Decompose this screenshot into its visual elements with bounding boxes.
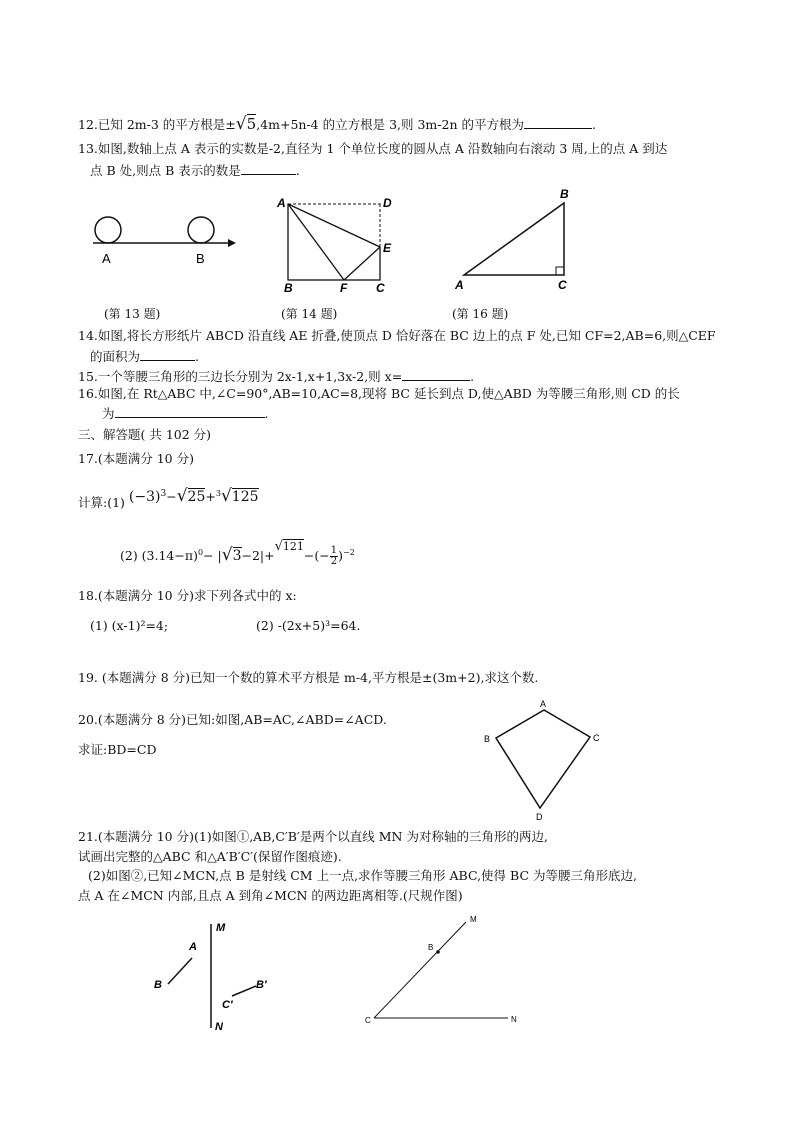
caption-13: (第 13 题) — [104, 307, 161, 321]
label-a: A — [189, 941, 197, 953]
answer-blank[interactable] — [524, 116, 592, 129]
q21-line3: (2)如图②,已知∠MCN,点 B 是射线 CM 上一点,求作等腰三角形 ABC,使得 BC 为等腰三角形底边, — [88, 868, 637, 883]
answer-blank[interactable] — [241, 162, 296, 175]
sqrt-sign: √ — [274, 539, 283, 554]
label-a: A — [540, 699, 547, 709]
label-b: B — [484, 734, 491, 744]
section-title: 三、解答题( 共 102 分) — [78, 427, 212, 442]
caption-16: (第 16 题) — [452, 307, 509, 321]
figure-21-2 — [360, 910, 530, 1028]
q16-line1: 16.如图,在 Rt△ABC 中,∠C=90°,AB=10,AC=8,现将 BC 延长到点 D,使△ABD 为等腰三角形,则 CD 的长 — [78, 386, 680, 401]
figure-16 — [452, 185, 582, 297]
circle-at-b — [188, 217, 214, 243]
arrow-icon — [228, 239, 236, 247]
label-m: M — [470, 915, 477, 924]
fraction-one-half: $\frac{1}{2}$ — [330, 545, 338, 567]
label-n: N — [511, 1015, 517, 1024]
q17-part1: 计算:(1) $(-3)^3-√25+^3√125$ — [78, 486, 259, 511]
label-f: F — [340, 281, 348, 295]
right-angle-mark — [556, 267, 564, 275]
answer-blank[interactable] — [402, 368, 470, 381]
sqrt-sign: √ — [176, 486, 188, 507]
cbrt-sign: √ — [220, 486, 232, 507]
triangle-abc — [464, 203, 564, 275]
quadrilateral-abdc — [496, 710, 590, 808]
q18-part1: (1) (x-1)²=4; — [90, 618, 169, 633]
q17-part2: (2) $(3.14-\pi)^0- |√3-2|+√121-(-$ $\frac{1}{2}$ )$^{-2}$ — [120, 539, 355, 567]
segment-fe — [344, 247, 380, 280]
point-b — [436, 950, 440, 954]
sqrt-sign: √ — [235, 114, 247, 134]
q20-prove: 求证:BD=CD — [78, 742, 157, 757]
rect-abcf — [288, 204, 380, 280]
label-a: A — [455, 278, 464, 292]
q20-head: 20.(本题满分 8 分)已知:如图,AB=AC,∠ABD=∠ACD. — [78, 712, 387, 727]
sqrt-sign: √ — [221, 545, 233, 565]
label-d: D — [383, 196, 392, 210]
label-b: B — [196, 251, 205, 266]
label-b-prime: B′ — [256, 979, 267, 991]
q16-line2: 为 . — [102, 406, 269, 421]
label-c: C — [365, 1016, 371, 1025]
q14-line2: 的面积为 . — [90, 349, 199, 364]
figure-13 — [88, 210, 248, 270]
label-a: A — [102, 251, 111, 266]
q21-line2: 试画出完整的△ABC 和△A′B′C′(保留作图痕迹). — [78, 849, 342, 864]
label-e: E — [383, 241, 392, 255]
label-b: B — [154, 979, 162, 991]
label-c: C — [593, 733, 600, 743]
fold-line-ae — [288, 204, 380, 247]
q19: 19. (本题满分 8 分)已知一个数的算术平方根是 m-4,平方根是±(3m+2),求这个数. — [78, 670, 539, 685]
ray-cm — [374, 922, 466, 1018]
label-b: B — [428, 943, 434, 952]
q17-head: 17.(本题满分 10 分) — [78, 451, 194, 466]
label-b: B — [560, 187, 569, 201]
circle-at-a — [95, 217, 121, 243]
label-c: C — [376, 281, 385, 295]
q15: 15.一个等腰三角形的三边长分别为 2x-1,x+1,3x-2,则 x= . — [78, 369, 475, 384]
q18-part2: (2) -(2x+5)³=64. — [256, 618, 361, 633]
q18-head: 18.(本题满分 10 分)求下列各式中的 x: — [78, 588, 297, 603]
label-d: D — [536, 812, 543, 822]
segment-ab — [168, 958, 192, 984]
figure-20 — [478, 698, 608, 823]
figure-21-1 — [148, 918, 278, 1036]
label-n: N — [215, 1021, 223, 1033]
label-b: B — [284, 281, 293, 295]
segment-af — [288, 204, 344, 280]
q21-line1: 21.(本题满分 10 分)(1)如图①,AB,C′B′是两个以直线 MN 为对称轴的三角形的两边, — [78, 829, 548, 844]
label-c: C — [558, 278, 567, 292]
q13-line1: 13.如图,数轴上点 A 表示的实数是-2,直径为 1 个单位长度的圆从点 A 沿数轴向右滚动 3 周,上的点 A 到达 — [78, 141, 668, 156]
answer-blank[interactable] — [140, 348, 195, 361]
q12: 12.已知 2m-3 的平方根是±√5,4m+5n-4 的立方根是 3,则 3m-2n 的平方根为 . — [78, 114, 596, 134]
label-a: A — [277, 196, 286, 210]
segment-cb-prime — [232, 986, 256, 996]
q14-line1: 14.如图,将长方形纸片 ABCD 沿直线 AE 折叠,使顶点 D 恰好落在 BC 边上的点 F 处,已知 CF=2,AB=6,则△CEF — [78, 328, 716, 343]
figure-14 — [274, 192, 399, 297]
answer-blank[interactable] — [115, 405, 265, 418]
caption-14: (第 14 题) — [281, 307, 338, 321]
label-c-prime: C′ — [222, 999, 233, 1011]
label-m: M — [216, 922, 226, 934]
q21-line4: 点 A 在∠MCN 内部,且点 A 到角∠MCN 的两边距离相等.(尺规作图) — [78, 888, 463, 903]
q13-line2: 点 B 处,则点 B 表示的数是 . — [90, 163, 300, 178]
